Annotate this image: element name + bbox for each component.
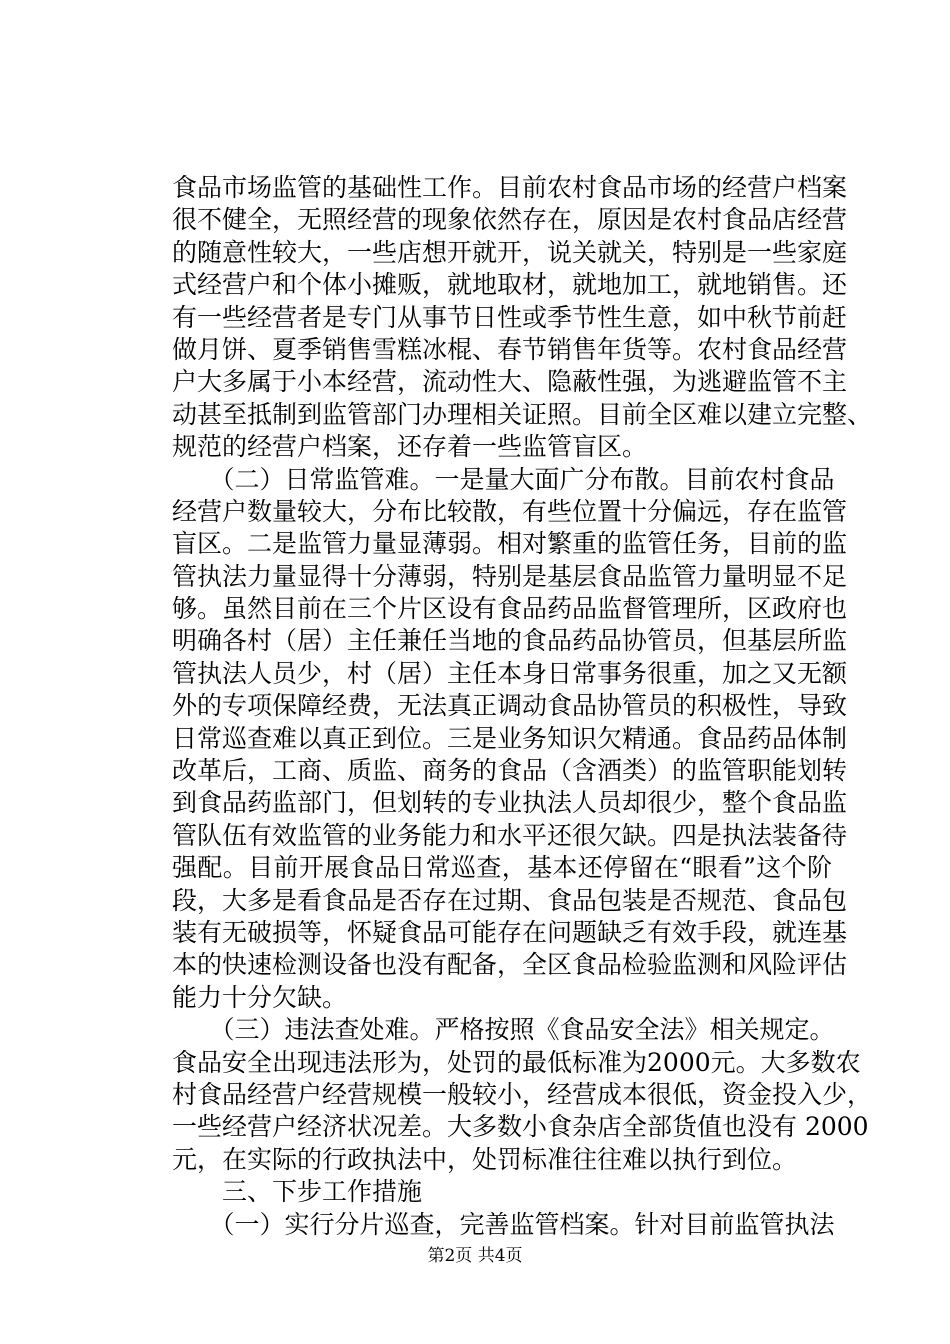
text-line: 装有无破损等，怀疑食品可能存在问题缺乏有效手段，就连基 — [172, 917, 848, 947]
text-line: 很不健全，无照经营的现象依然存在，原因是农村食品店经营 — [172, 205, 848, 235]
text-line: 户大多属于小本经营，流动性大、隐蔽性强，为逃避监管不主 — [172, 367, 848, 397]
text-line: 做月饼、夏季销售雪糕冰棍、春节销售年货等。农村食品经营 — [172, 334, 848, 364]
text-line: 元，在实际的行政执法中，处罚标准往往难以执行到位。 — [172, 1144, 798, 1174]
text-line: 村食品经营户经营规模一般较小，经营成本很低，资金投入少， — [172, 1079, 873, 1109]
text-line: 段，大多是看食品是否存在过期、食品包装是否规范、食品包 — [172, 885, 848, 915]
text-line: 强配。目前开展食品日常巡查，基本还停留在“眼看”这个阶 — [172, 853, 832, 883]
text-line: 改革后，工商、质监、商务的食品（含酒类）的监管职能划转 — [172, 756, 848, 786]
text-line: 经营户数量较大，分布比较散，有些位置十分偏远，存在监管 — [172, 496, 848, 526]
text-line: 管执法力量显得十分薄弱，特别是基层食品监管力量明显不足 — [172, 561, 848, 591]
text-line: （三）违法查处难。严格按照《食品安全法》相关规定。 — [172, 1015, 835, 1045]
text-line: 食品市场监管的基础性工作。目前农村食品市场的经营户档案 — [172, 173, 848, 202]
text-line: 日常巡查难以真正到位。三是业务知识欠精通。食品药品体制 — [172, 723, 848, 753]
document-body — [172, 172, 873, 1241]
text-line: 规范的经营户档案，还存着一些监管盲区。 — [172, 432, 648, 462]
text-line: （一）实行分片巡查，完善监管档案。针对目前监管执法 — [172, 1209, 835, 1239]
text-line: 动甚至抵制到监管部门办理相关证照。目前全区难以建立完整、 — [172, 399, 873, 429]
text-line: 管队伍有效监管的业务能力和水平还很欠缺。四是执法装备待 — [172, 820, 848, 850]
text-line: 式经营户和个体小摊贩，就地取材，就地加工，就地销售。还 — [172, 270, 848, 300]
text-line: 一些经营户经济状况差。大多数小食杂店全部货值也没有 2000 — [172, 1112, 869, 1142]
text-line: 明确各村（居）主任兼任当地的食品药品协管员，但基层所监 — [172, 626, 848, 656]
text-line: 食品安全出现违法形为，处罚的最低标准为2000元。大多数农 — [172, 1047, 861, 1077]
text-line: 有一些经营者是专门从事节日性或季节性生意，如中秋节前赶 — [172, 302, 848, 332]
text-line: 的随意性较大，一些店想开就开，说关就关，特别是一些家庭 — [172, 237, 848, 267]
text-line: 到食品药监部门，但划转的专业执法人员却很少，整个食品监 — [172, 788, 848, 818]
page-footer: 第2页 共4页 — [427, 1246, 523, 1266]
text-line: 本的快速检测设备也没有配备，全区食品检验监测和风险评估 — [172, 950, 848, 980]
text-line: 管执法人员少，村（居）主任本身日常事务很重，加之又无额 — [172, 658, 848, 688]
text-line: 能力十分欠缺。 — [172, 982, 348, 1012]
text-line: 三、下步工作措施 — [172, 1177, 423, 1207]
text-line: 盲区。二是监管力量显薄弱。相对繁重的监管任务，目前的监 — [172, 529, 848, 559]
text-line: （二）日常监管难。一是量大面广分布散。目前农村食品 — [172, 464, 835, 494]
text-line: 够。虽然目前在三个片区设有食品药品监督管理所，区政府也 — [172, 594, 848, 624]
text-line: 外的专项保障经费，无法真正调动食品协管员的积极性，导致 — [172, 691, 848, 721]
